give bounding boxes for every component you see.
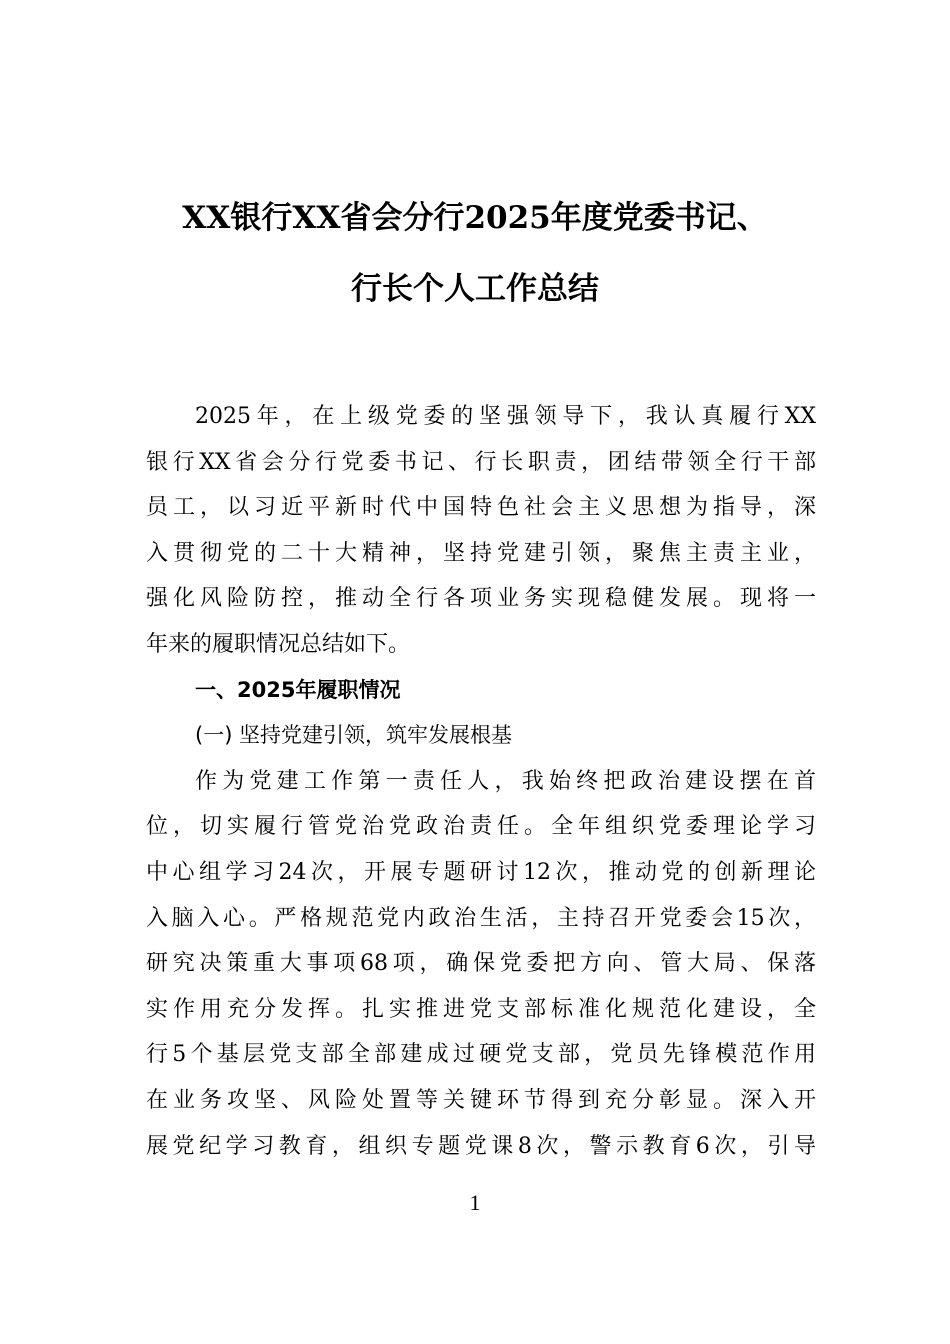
body-paragraph-line: 研究决策重大事项68项，确保党委把方向、管大局、保落 bbox=[146, 951, 816, 977]
intro-paragraph-line: 年来的履职情况总结如下。 bbox=[146, 631, 411, 657]
document-title-line-2: 行长个人工作总结 bbox=[351, 271, 599, 307]
page-number: 1 bbox=[469, 1190, 481, 1215]
intro-paragraph-line: 入贯彻党的二十大精神，坚持党建引领，聚焦主责主业， bbox=[146, 540, 816, 566]
body-paragraph-line: 位，切实履行管党治党政治责任。全年组织党委理论学习 bbox=[146, 814, 816, 840]
body-paragraph-line: 实作用充分发挥。扎实推进党支部标准化规范化建设，全 bbox=[146, 996, 816, 1022]
section-heading: 一、2025年履职情况 bbox=[195, 677, 401, 702]
body-paragraph-line: 行5个基层党支部全部建成过硬党支部，党员先锋模范作用 bbox=[146, 1042, 816, 1068]
body-paragraph-line: 作为党建工作第一责任人，我始终把政治建设摆在首 bbox=[195, 768, 816, 794]
body-paragraph-line: 入脑入心。严格规范党内政治生活，主持召开党委会15次， bbox=[146, 905, 816, 931]
intro-paragraph-line: 银行XX省会分行党委书记、行长职责，团结带领全行干部 bbox=[146, 449, 816, 475]
intro-paragraph-line: 员工，以习近平新时代中国特色社会主义思想为指导，深 bbox=[146, 495, 816, 521]
body-paragraph-line: 展党纪学习教育，组织专题党课8次，警示教育6次，引导 bbox=[146, 1133, 816, 1159]
intro-paragraph-line: 强化风险防控，推动全行各项业务实现稳健发展。现将一 bbox=[146, 586, 816, 612]
intro-paragraph-line: 2025年，在上级党委的坚强领导下，我认真履行XX bbox=[195, 404, 816, 429]
document-title-line-1: XX银行XX省会分行2025年度党委书记、 bbox=[182, 200, 768, 236]
body-paragraph-line: 中心组学习24次，开展专题研讨12次，推动党的创新理论 bbox=[146, 859, 816, 885]
document-body bbox=[146, 394, 816, 1169]
body-paragraph-line: 在业务攻坚、风险处置等关键环节得到充分彰显。深入开 bbox=[146, 1087, 816, 1113]
section-subheading: (一) 坚持党建引领，筑牢发展根基 bbox=[195, 723, 513, 748]
